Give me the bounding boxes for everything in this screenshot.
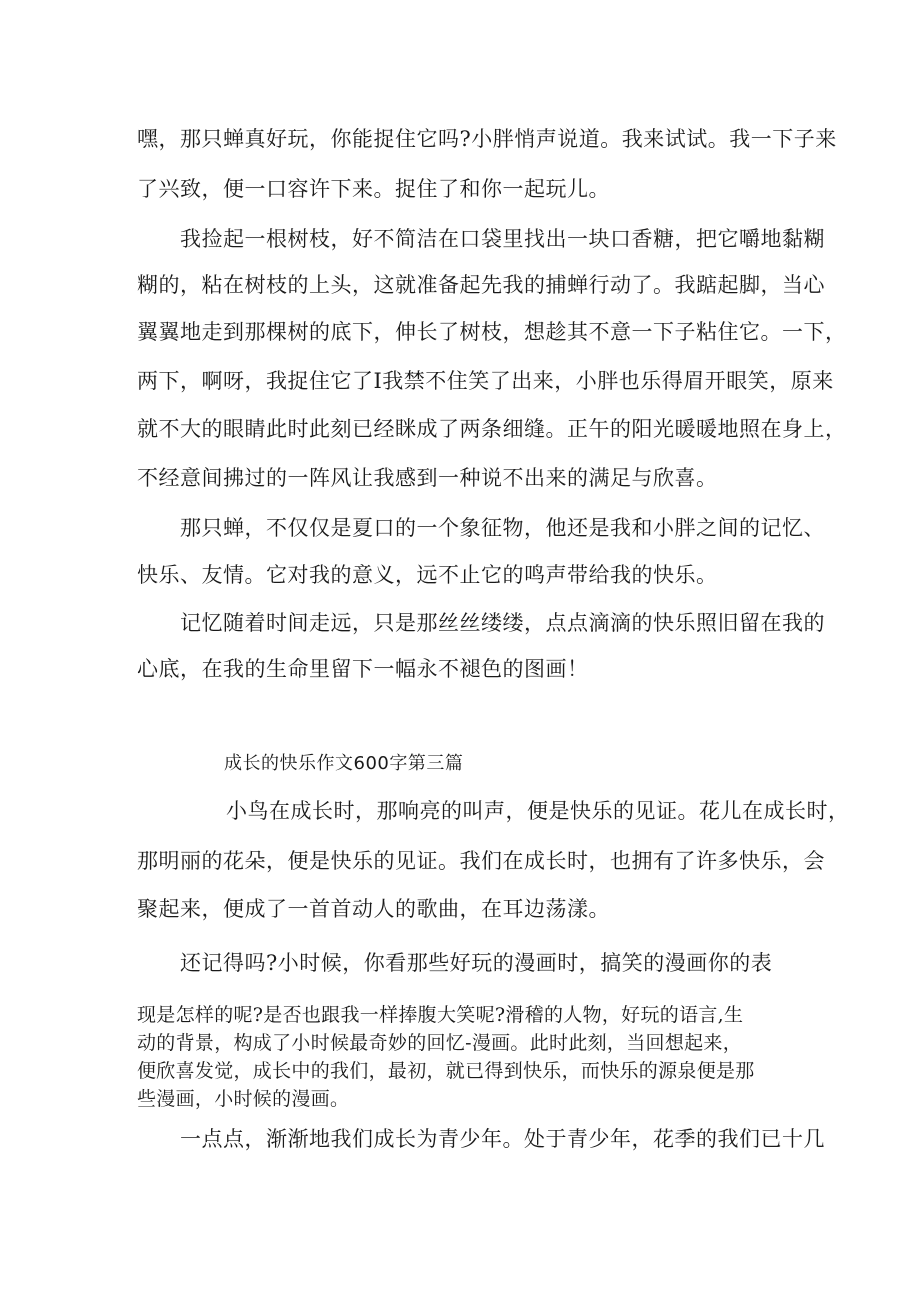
text-line: 动的背景，构成了小时候最奇妙的回忆-漫画。此时此刻，当回想起来，	[137, 1032, 743, 1054]
text-line: 快乐、友情。它对我的意义，远不止它的鸣声带给我的快乐。	[137, 563, 718, 587]
text-line: 一点点，渐渐地我们成长为青少年。处于青少年，花季的我们已十几	[180, 1127, 825, 1151]
text-line: 两下，啊呀，我捉住它了I我禁不住笑了出来，小胖也乐得眉开眼笑，原来	[137, 369, 834, 393]
text-line: 翼翼地走到那棵树的底下，伸长了树枝，想趁其不意一下子粘住它。一下，	[137, 320, 847, 344]
text-line: 糊的，粘在树枝的上头，这就准备起先我的捕蝉行动了。我踮起脚，当心	[137, 273, 825, 297]
section-title: 成长的快乐作文600字第三篇	[224, 753, 464, 774]
text-line: 些漫画，小时候的漫画。	[137, 1088, 350, 1110]
text-line: 不经意间拂过的一阵风让我感到一种说不出来的满足与欣喜。	[137, 466, 718, 490]
text-line: 记忆随着时间走远，只是那丝丝缕缕，点点滴滴的快乐照旧留在我的	[180, 611, 825, 635]
text-line: 就不大的眼睛此时此刻已经眯成了两条细缝。正午的阳光暖暖地照在身上，	[137, 417, 847, 441]
text-line: 那明丽的花朵，便是快乐的见证。我们在成长时，也拥有了许多快乐，会	[137, 849, 825, 873]
text-line: 心底，在我的生命里留下一幅永不褪色的图画！	[137, 657, 589, 681]
text-line: 了兴致，便一口容许下来。捉住了和你一起玩儿。	[137, 177, 610, 201]
text-line: 我捡起一根树枝，好不简洁在口袋里找出一块口香糖，把它嚼地黏糊	[180, 227, 825, 251]
text-line: 聚起来，便成了一首首动人的歌曲，在耳边荡漾。	[137, 897, 610, 921]
text-line: 那只蝉，不仅仅是夏口的一个象征物，他还是我和小胖之间的记忆、	[180, 516, 825, 540]
text-line: 小鸟在成长时，那响亮的叫声，便是快乐的见证。花儿在成长时，	[226, 799, 850, 823]
text-line: 还记得吗?小时候，你看那些好玩的漫画时，搞笑的漫画你的表	[180, 951, 773, 975]
text-line: 现是怎样的呢?是否也跟我一样捧腹大笑呢?滑稽的人物，好玩的语言,生	[137, 1004, 744, 1026]
text-line: 嘿，那只蝉真好玩，你能捉住它吗?小胖悄声说道。我来试试。我一下子来	[137, 127, 837, 151]
text-line: 便欣喜发觉，成长中的我们，最初，就已得到快乐，而快乐的源泉便是那	[137, 1060, 755, 1082]
